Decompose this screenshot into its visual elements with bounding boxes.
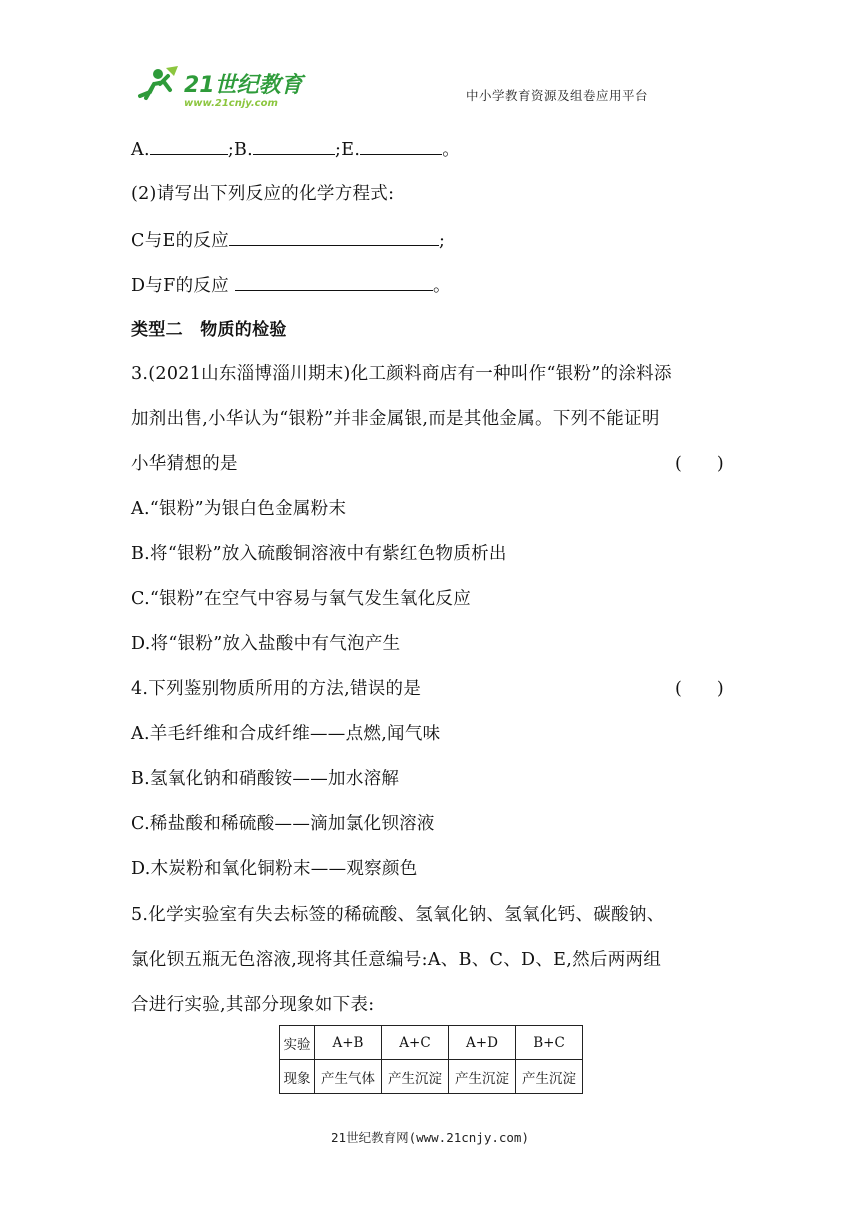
blank-e [360, 136, 442, 155]
q3-option-b: B.将“银粉”放入硫酸铜溶液中有紫红色物质析出 [131, 544, 507, 564]
blank-a [150, 136, 228, 155]
table-cell: A+B [315, 1026, 382, 1060]
q4-stem: 4.下列鉴别物质所用的方法,错误的是 [131, 679, 422, 699]
q3-option-a: A.“银粉”为银白色金属粉末 [131, 499, 347, 519]
df-label: D与F的反应 [131, 276, 229, 296]
page-footer: 21世纪教育网(www.21cnjy.com) [331, 1130, 529, 1145]
q2-prompt: (2)请写出下列反应的化学方程式: [131, 184, 395, 204]
q3-option-d: D.将“银粉”放入盐酸中有气泡产生 [131, 634, 401, 654]
ce-label: C与E的反应 [131, 231, 229, 251]
logo-url: www.21cnjy.com [184, 98, 278, 109]
experiment-table [279, 1025, 583, 1094]
table-cell: 实验 [280, 1026, 315, 1060]
q3-line-3: 小华猜想的是 [131, 454, 238, 474]
blank-a-label: A. [131, 140, 150, 160]
site-logo[interactable] [136, 62, 306, 110]
blank-line-end: 。 [442, 140, 460, 160]
blank-e-label: ;E. [335, 140, 361, 160]
logo-text: 21世纪教育 [184, 73, 303, 98]
runner-head [153, 69, 163, 79]
platform-title: 中小学教育资源及组卷应用平台 [466, 88, 649, 103]
table-cell: B+C [516, 1026, 583, 1060]
df-end: 。 [432, 276, 451, 296]
table-cell: A+C [382, 1026, 449, 1060]
q3-line-2: 加剂出售,小华认为“银粉”并非金属银,而是其他金属。下列不能证明 [131, 409, 660, 429]
q5-line-3: 合进行实验,其部分现象如下表: [131, 995, 375, 1015]
table-header-row [280, 1026, 583, 1060]
q3-answer-paren: ( ) [675, 454, 724, 474]
table-cell: A+D [449, 1026, 516, 1060]
q4-option-c: C.稀盐酸和稀硫酸——滴加氯化钡溶液 [131, 814, 435, 834]
q5-line-2: 氯化钡五瓶无色溶液,现将其任意编号:A、B、C、D、E,然后两两组 [131, 950, 662, 970]
q3-line-1: 3.(2021山东淄博淄川期末)化工颜料商店有一种叫作“银粉”的涂料添 [131, 364, 672, 384]
answer-blanks-line [131, 136, 460, 162]
q4-answer-paren: ( ) [675, 679, 724, 699]
table-cell: 现象 [280, 1060, 315, 1094]
df-reaction-line [131, 272, 451, 298]
q4-option-d: D.木炭粉和氧化铜粉末——观察颜色 [131, 859, 418, 879]
q4-option-b: B.氢氧化钠和硝酸铵——加水溶解 [131, 769, 400, 789]
runner-body [140, 76, 170, 98]
table-cell: 产生气体 [315, 1060, 382, 1094]
q3-option-c: C.“银粉”在空气中容易与氧气发生氧化反应 [131, 589, 472, 609]
table-cell: 产生沉淀 [449, 1060, 516, 1094]
q5-line-1: 5.化学实验室有失去标签的稀硫酸、氢氧化钠、氢氧化钙、碳酸钠、 [131, 905, 665, 925]
ce-end: ; [438, 231, 446, 251]
table-row [280, 1060, 583, 1094]
table-cell: 产生沉淀 [516, 1060, 583, 1094]
ce-reaction-line [131, 227, 445, 253]
blank-b [253, 136, 335, 155]
q4-option-a: A.羊毛纤维和合成纤维——点燃,闻气味 [131, 724, 441, 744]
page-header [0, 0, 860, 120]
ce-blank [229, 227, 439, 246]
df-blank [235, 272, 433, 291]
section-title: 类型二 物质的检验 [131, 320, 287, 340]
table-cell: 产生沉淀 [382, 1060, 449, 1094]
blank-b-label: ;B. [227, 140, 254, 160]
